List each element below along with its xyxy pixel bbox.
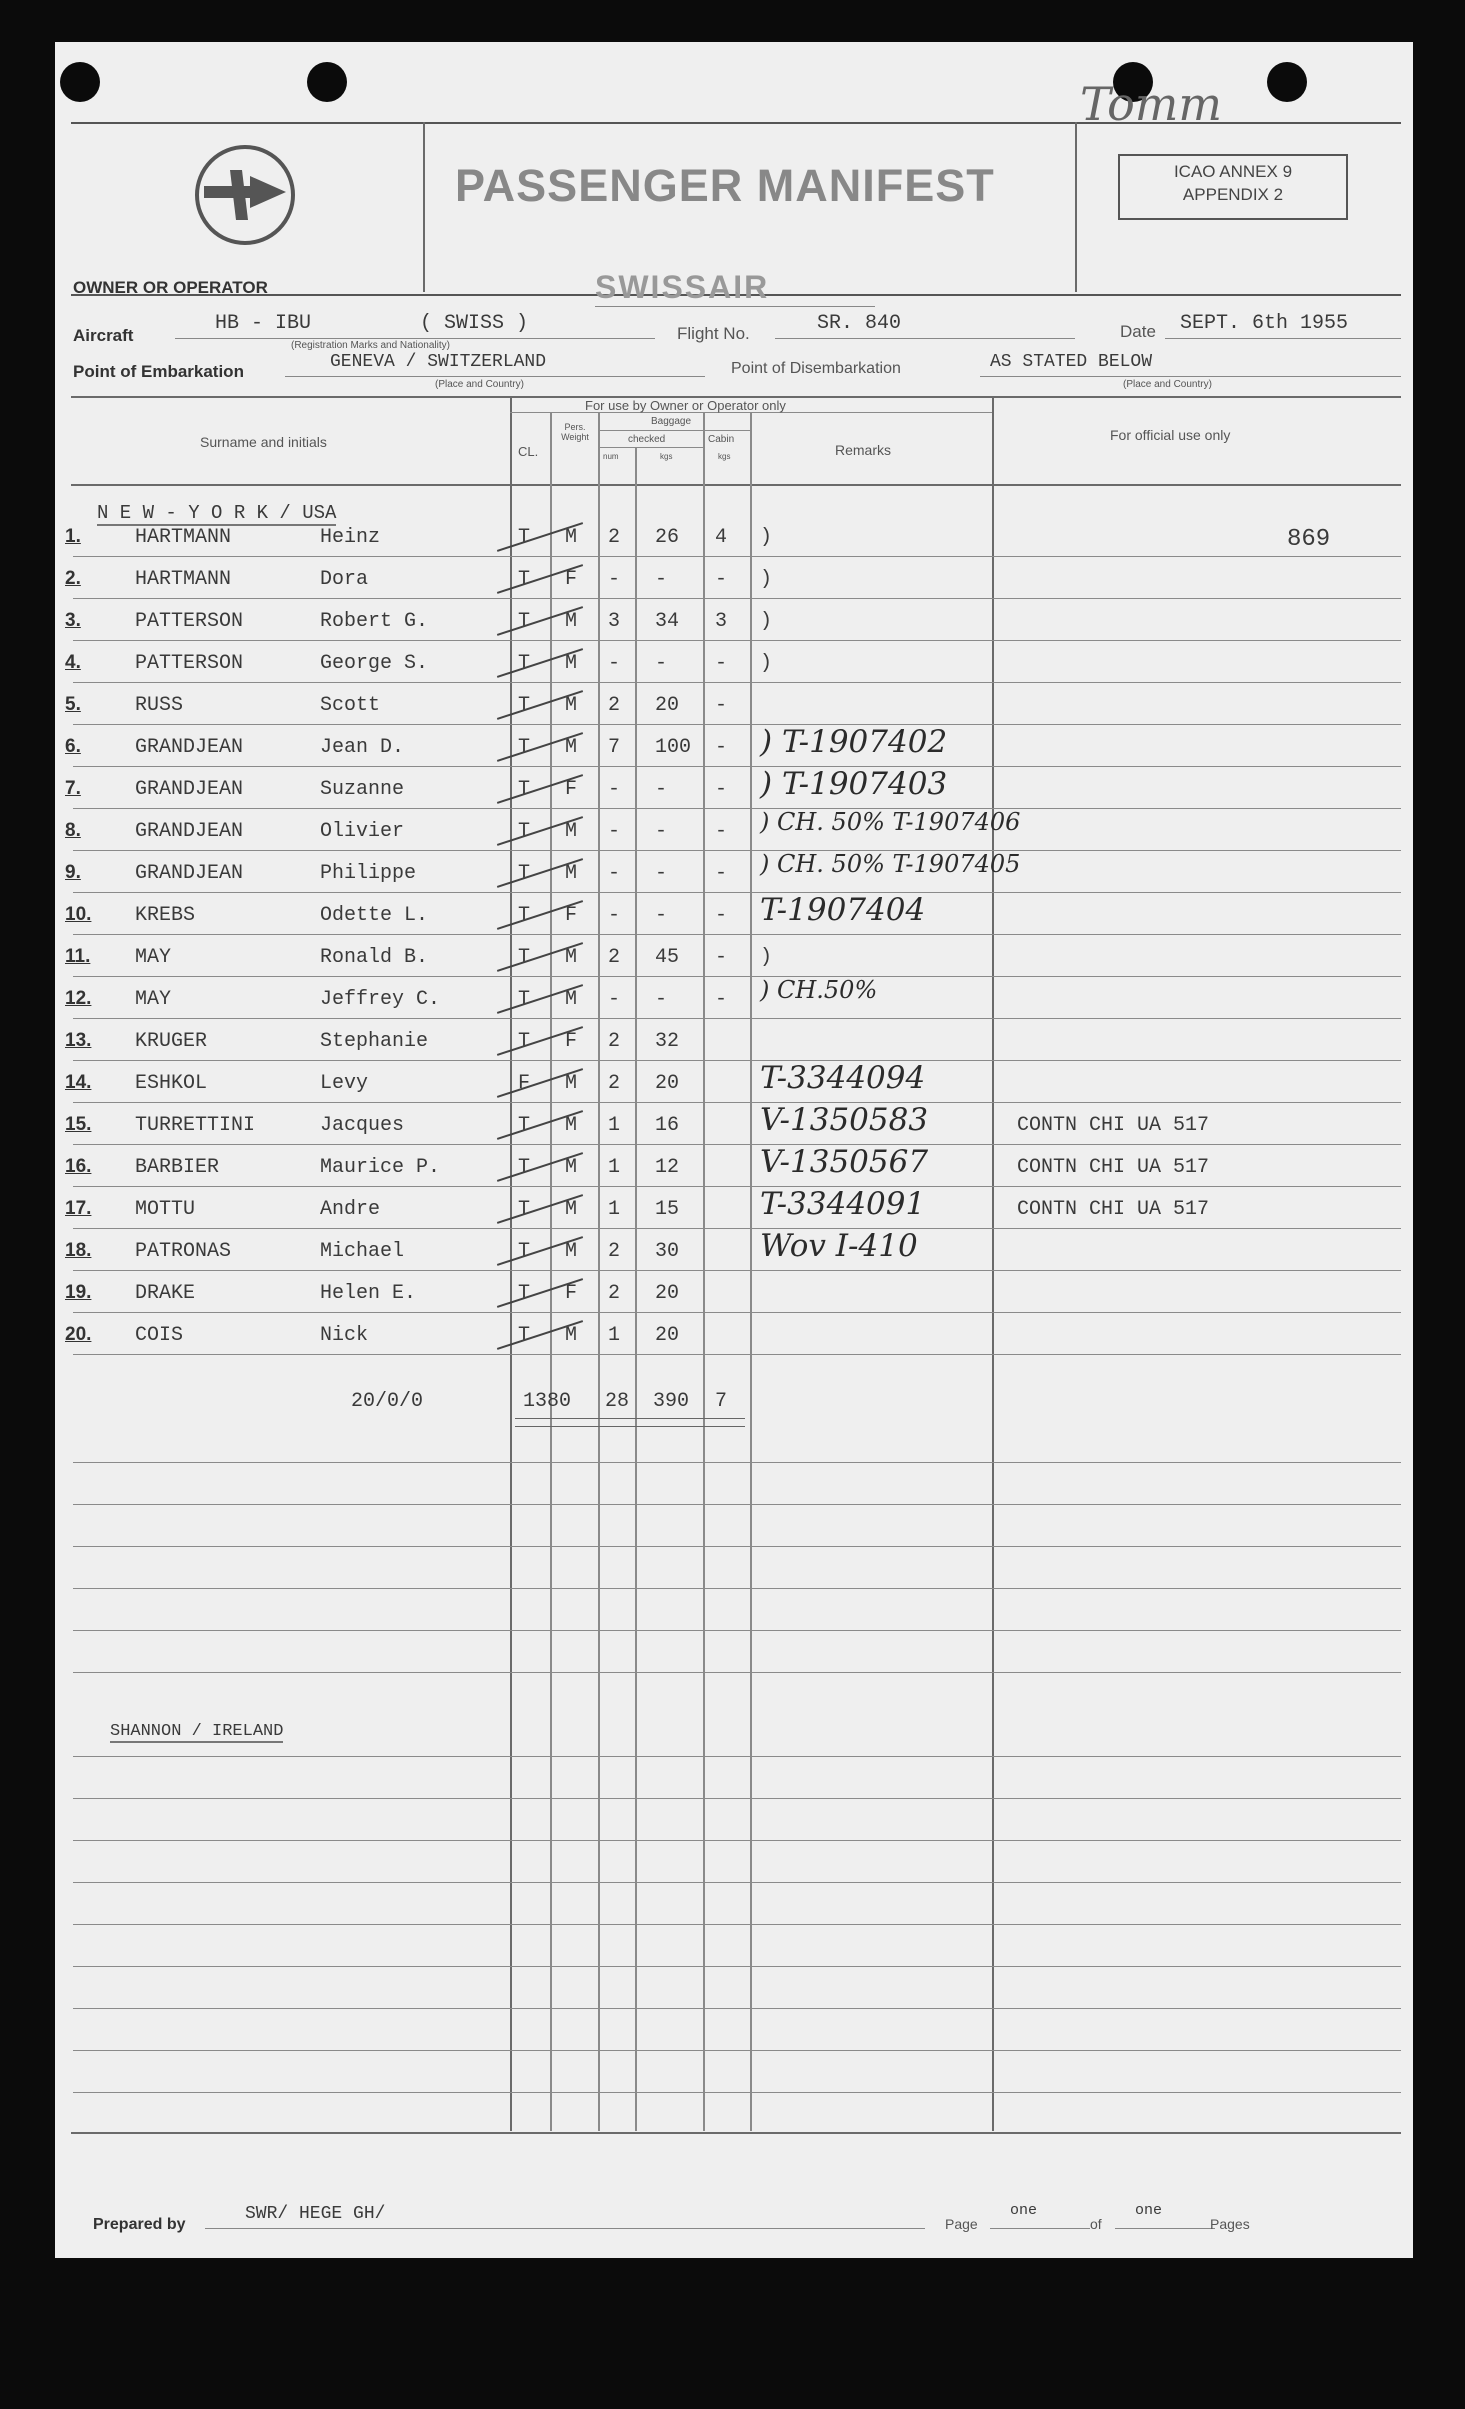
passenger-surname: GRANDJEAN <box>135 862 244 885</box>
icao-annex-label: ICAO ANNEX 9 <box>1173 162 1293 181</box>
manifest-sheet <box>55 42 1413 2258</box>
passenger-sex: M <box>565 946 578 969</box>
aircraft-value: HB - IBU <box>215 312 312 335</box>
passenger-given-name: Andre <box>320 1198 381 1221</box>
baggage-kgs: 20 <box>655 1072 680 1095</box>
passenger-surname: MAY <box>135 946 172 969</box>
blank-row-rule <box>73 1630 1401 1631</box>
cabin-kgs: - <box>715 820 728 843</box>
baggage-pieces: 2 <box>608 526 621 549</box>
passenger-surname: MOTTU <box>135 1198 196 1221</box>
passenger-number: 20. <box>65 1324 92 1345</box>
official-note: CONTN CHI UA 517 <box>1017 1114 1210 1137</box>
passenger-number: 6. <box>65 736 81 757</box>
date-value: SEPT. 6th 1955 <box>1180 312 1349 335</box>
passenger-number: 3. <box>65 610 81 631</box>
section-shannon: SHANNON / IRELAND <box>110 1722 284 1741</box>
passenger-given-name: Maurice P. <box>320 1156 441 1179</box>
passenger-class: T <box>518 862 531 885</box>
passenger-sex: M <box>565 736 578 759</box>
passenger-given-name: Olivier <box>320 820 405 843</box>
baggage-kgs: - <box>655 568 668 591</box>
passenger-sex: F <box>565 1282 578 1305</box>
cabin-kgs: - <box>715 946 728 969</box>
row-rule <box>73 1102 1401 1103</box>
passenger-surname: GRANDJEAN <box>135 778 244 801</box>
totals-cabin: 7 <box>715 1390 728 1413</box>
passenger-number: 11. <box>65 946 91 967</box>
cabin-column-header: Cabin <box>708 434 735 445</box>
passenger-sex: F <box>565 904 578 927</box>
passenger-number: 5. <box>65 694 81 715</box>
passenger-class: T <box>518 988 531 1011</box>
cabin-kgs: 4 <box>715 526 728 549</box>
aircraft-label: Aircraft <box>73 326 134 345</box>
baggage-kgs: 30 <box>655 1240 680 1263</box>
cabin-kgs-subheader: kgs <box>718 452 731 461</box>
checked-column-header: checked <box>628 434 666 445</box>
baggage-kgs: - <box>655 862 668 885</box>
passenger-class: T <box>518 568 531 591</box>
passenger-number: 10. <box>65 904 92 925</box>
baggage-pieces: 1 <box>608 1324 621 1347</box>
passenger-sex: M <box>565 1324 578 1347</box>
passenger-class: T <box>518 736 531 759</box>
passenger-number: 16. <box>65 1156 92 1177</box>
passenger-remark: V-1350583 <box>760 1102 929 1138</box>
blank-row-rule <box>73 1798 1401 1799</box>
passenger-number: 12. <box>65 988 92 1009</box>
cabin-kgs: - <box>715 568 728 591</box>
passenger-sex: M <box>565 1114 578 1137</box>
row-rule <box>73 976 1401 977</box>
baggage-pieces: - <box>608 568 621 591</box>
passenger-surname: TURRETTINI <box>135 1114 256 1137</box>
passenger-remark: T-3344094 <box>760 1060 926 1096</box>
owner-label: OWNER OR OPERATOR <box>73 278 268 297</box>
row-rule <box>73 892 1401 893</box>
passenger-class: T <box>518 904 531 927</box>
blank-row-rule <box>73 1462 1401 1463</box>
passenger-number: 14. <box>65 1072 92 1093</box>
baggage-pieces: - <box>608 778 621 801</box>
cabin-kgs: - <box>715 736 728 759</box>
passenger-surname: ESHKOL <box>135 1072 208 1095</box>
embarkation-value: GENEVA / SWITZERLAND <box>330 352 547 372</box>
passenger-remark: Wov I-410 <box>760 1228 918 1264</box>
passenger-given-name: Ronald B. <box>320 946 429 969</box>
passenger-sex: M <box>565 1198 578 1221</box>
passenger-given-name: Suzanne <box>320 778 405 801</box>
passenger-sex: M <box>565 1156 578 1179</box>
passenger-number: 13. <box>65 1030 92 1051</box>
passenger-remark: V-1350567 <box>760 1144 929 1180</box>
passenger-given-name: Levy <box>320 1072 369 1095</box>
baggage-kgs: - <box>655 652 668 675</box>
passenger-class: T <box>518 1282 531 1305</box>
row-rule <box>73 1354 1401 1355</box>
passenger-class: T <box>518 778 531 801</box>
passenger-given-name: Nick <box>320 1324 369 1347</box>
row-rule <box>73 1228 1401 1229</box>
passenger-surname: DRAKE <box>135 1282 196 1305</box>
passenger-surname: GRANDJEAN <box>135 820 244 843</box>
cabin-kgs: 3 <box>715 610 728 633</box>
baggage-pieces: 3 <box>608 610 621 633</box>
row-rule <box>73 934 1401 935</box>
embarkation-label: Point of Embarkation <box>73 362 244 381</box>
blank-row-rule <box>73 1588 1401 1589</box>
passenger-remark: ) T-1907402 <box>760 724 948 760</box>
passenger-surname: PATRONAS <box>135 1240 232 1263</box>
row-rule <box>73 808 1401 809</box>
passenger-class: T <box>518 820 531 843</box>
passenger-given-name: Helen E. <box>320 1282 417 1305</box>
blank-row-rule <box>73 1840 1401 1841</box>
baggage-kgs: 20 <box>655 1324 680 1347</box>
total-pages-value: one <box>1135 2202 1163 2219</box>
page-value: one <box>1010 2202 1038 2219</box>
owner-value: SWISSAIR <box>595 269 770 305</box>
totals-kgs: 390 <box>653 1390 690 1413</box>
passenger-given-name: Heinz <box>320 526 381 549</box>
pages-label: Pages <box>1210 2216 1250 2232</box>
baggage-kgs: 45 <box>655 946 680 969</box>
passenger-given-name: Robert G. <box>320 610 429 633</box>
passenger-number: 15. <box>65 1114 92 1135</box>
official-note: CONTN CHI UA 517 <box>1017 1156 1210 1179</box>
cabin-kgs: - <box>715 904 728 927</box>
passenger-surname: KREBS <box>135 904 196 927</box>
passenger-class: T <box>518 1030 531 1053</box>
punch-hole <box>60 62 100 102</box>
passenger-given-name: Scott <box>320 694 381 717</box>
passenger-sex: M <box>565 988 578 1011</box>
row-rule <box>73 1060 1401 1061</box>
passenger-given-name: Jeffrey C. <box>320 988 441 1011</box>
flight-label: Flight No. <box>677 324 750 343</box>
pieces-subheader: num <box>603 452 619 461</box>
passenger-surname: RUSS <box>135 694 184 717</box>
passenger-remark: ) T-1907403 <box>760 766 948 802</box>
passenger-given-name: Odette L. <box>320 904 429 927</box>
blank-row-rule <box>73 2008 1401 2009</box>
weight-column-header: Pers. Weight <box>561 422 589 442</box>
cabin-kgs: - <box>715 862 728 885</box>
passenger-number: 4. <box>65 652 81 673</box>
cabin-kgs: - <box>715 778 728 801</box>
passenger-number: 17. <box>65 1198 92 1219</box>
blank-row-rule <box>73 1504 1401 1505</box>
operator-use-header: For use by Owner or Operator only <box>585 398 786 413</box>
baggage-kgs: 32 <box>655 1030 680 1053</box>
passenger-number: 7. <box>65 778 81 799</box>
baggage-pieces: 7 <box>608 736 621 759</box>
passenger-surname: KRUGER <box>135 1030 208 1053</box>
baggage-pieces: - <box>608 820 621 843</box>
baggage-pieces: 1 <box>608 1198 621 1221</box>
baggage-pieces: 2 <box>608 1282 621 1305</box>
passenger-class: T <box>518 610 531 633</box>
passenger-remark: ) <box>760 526 773 549</box>
row-rule <box>73 1144 1401 1145</box>
baggage-kgs: 34 <box>655 610 680 633</box>
passenger-class: T <box>518 694 531 717</box>
baggage-column-header: Baggage <box>651 416 692 427</box>
cabin-kgs: - <box>715 652 728 675</box>
passenger-remark: ) <box>760 610 773 633</box>
disembarkation-value: AS STATED BELOW <box>990 352 1153 372</box>
baggage-pieces: 2 <box>608 946 621 969</box>
corner-handwritten-note: Tomm <box>1080 77 1223 131</box>
row-rule <box>73 1186 1401 1187</box>
passenger-surname: PATTERSON <box>135 610 244 633</box>
passenger-given-name: George S. <box>320 652 429 675</box>
passenger-number: 1. <box>65 526 81 547</box>
document-title: PASSENGER MANIFEST <box>455 160 995 211</box>
passenger-remark: T-1907404 <box>760 892 926 928</box>
passenger-sex: M <box>565 526 578 549</box>
kgs-subheader: kgs <box>660 452 673 461</box>
passenger-remark: ) CH. 50% T-1907405 <box>760 850 1021 878</box>
blank-row-rule <box>73 1672 1401 1673</box>
passenger-sex: M <box>565 694 578 717</box>
blank-row-rule <box>73 2050 1401 2051</box>
passenger-sex: M <box>565 1240 578 1263</box>
passenger-number: 18. <box>65 1240 92 1261</box>
baggage-kgs: 16 <box>655 1114 680 1137</box>
blank-row-rule <box>73 1924 1401 1925</box>
passenger-class: T <box>518 1240 531 1263</box>
class-column-header: CL. <box>518 444 539 459</box>
passenger-number: 2. <box>65 568 81 589</box>
baggage-kgs: 20 <box>655 694 680 717</box>
baggage-kgs: 20 <box>655 1282 680 1305</box>
prepared-by-label: Prepared by <box>93 2216 186 2233</box>
passenger-surname: PATTERSON <box>135 652 244 675</box>
baggage-kgs: - <box>655 820 668 843</box>
passenger-sex: F <box>565 1030 578 1053</box>
baggage-pieces: 2 <box>608 1240 621 1263</box>
date-label: Date <box>1120 322 1156 341</box>
baggage-kgs: - <box>655 778 668 801</box>
row-rule <box>73 1312 1401 1313</box>
baggage-pieces: - <box>608 904 621 927</box>
baggage-pieces: 1 <box>608 1114 621 1137</box>
passenger-number: 19. <box>65 1282 92 1303</box>
row-rule <box>73 682 1401 683</box>
passenger-class: T <box>518 526 531 549</box>
passenger-class: T <box>518 1156 531 1179</box>
row-rule <box>73 598 1401 599</box>
passenger-given-name: Michael <box>320 1240 405 1263</box>
baggage-pieces: 2 <box>608 1030 621 1053</box>
cabin-kgs: - <box>715 694 728 717</box>
passenger-remark: ) <box>760 652 773 675</box>
baggage-kgs: 100 <box>655 736 692 759</box>
passenger-remark: ) CH. 50% T-1907406 <box>760 808 1021 836</box>
baggage-pieces: 2 <box>608 1072 621 1095</box>
official-stamp-number: 869 <box>1287 526 1331 553</box>
passenger-sex: M <box>565 862 578 885</box>
passenger-given-name: Dora <box>320 568 369 591</box>
cabin-kgs: - <box>715 988 728 1011</box>
passenger-class: T <box>518 946 531 969</box>
passenger-surname: HARTMANN <box>135 568 232 591</box>
passenger-given-name: Jacques <box>320 1114 405 1137</box>
official-note: CONTN CHI UA 517 <box>1017 1198 1210 1221</box>
passenger-class: T <box>518 652 531 675</box>
baggage-kgs: 26 <box>655 526 680 549</box>
icao-annex-box <box>1118 154 1348 220</box>
passenger-sex: M <box>565 652 578 675</box>
passenger-remark: T-3344091 <box>760 1186 926 1222</box>
baggage-kgs: 15 <box>655 1198 680 1221</box>
baggage-pieces: - <box>608 988 621 1011</box>
embarkation-hint: (Place and Country) <box>435 379 524 390</box>
baggage-kgs: - <box>655 988 668 1011</box>
totals-weight: 1380 <box>523 1390 572 1413</box>
prepared-by-value: SWR/ HEGE GH/ <box>245 2204 386 2224</box>
official-use-header: For official use only <box>1110 427 1231 443</box>
blank-row-rule <box>73 1756 1401 1757</box>
baggage-pieces: 2 <box>608 694 621 717</box>
row-rule <box>73 1018 1401 1019</box>
row-rule <box>73 724 1401 725</box>
baggage-pieces: 1 <box>608 1156 621 1179</box>
passenger-surname: BARBIER <box>135 1156 220 1179</box>
blank-row-rule <box>73 1546 1401 1547</box>
of-label: of <box>1090 2216 1102 2232</box>
icao-appendix-label: APPENDIX 2 <box>1182 185 1284 204</box>
baggage-kgs: 12 <box>655 1156 680 1179</box>
blank-row-rule <box>73 2092 1401 2093</box>
passenger-sex: M <box>565 610 578 633</box>
row-rule <box>73 556 1401 557</box>
blank-row-rule <box>73 1882 1401 1883</box>
passenger-number: 9. <box>65 862 81 883</box>
passenger-sex: M <box>565 1072 578 1095</box>
passenger-surname: COIS <box>135 1324 184 1347</box>
row-rule <box>73 766 1401 767</box>
row-rule <box>73 850 1401 851</box>
passenger-sex: F <box>565 778 578 801</box>
baggage-kgs: - <box>655 904 668 927</box>
passenger-class: T <box>518 1198 531 1221</box>
passenger-sex: M <box>565 820 578 843</box>
row-rule <box>73 1270 1401 1271</box>
passenger-class: T <box>518 1114 531 1137</box>
baggage-pieces: - <box>608 862 621 885</box>
registration-hint: (Registration Marks and Nationality) <box>291 340 450 351</box>
totals-pieces: 28 <box>605 1390 630 1413</box>
passenger-sex: F <box>565 568 578 591</box>
section-new-york: N E W - Y O R K / USA <box>97 502 337 524</box>
flight-value: SR. 840 <box>817 312 902 335</box>
baggage-pieces: - <box>608 652 621 675</box>
totals-count: 20/0/0 <box>351 1390 424 1413</box>
aircraft-nationality: ( SWISS ) <box>420 312 529 335</box>
passenger-remark: ) <box>760 568 773 591</box>
passenger-given-name: Philippe <box>320 862 417 885</box>
disembarkation-hint: (Place and Country) <box>1123 379 1212 390</box>
passenger-class: T <box>518 1324 531 1347</box>
page-label: Page <box>945 2216 978 2232</box>
punch-hole <box>307 62 347 102</box>
passenger-surname: HARTMANN <box>135 526 232 549</box>
swissair-arrow-logo-icon <box>190 140 300 250</box>
row-rule <box>73 640 1401 641</box>
remarks-column-header: Remarks <box>835 442 892 458</box>
punch-hole <box>1267 62 1307 102</box>
passenger-number: 8. <box>65 820 81 841</box>
passenger-class: F <box>518 1072 531 1095</box>
passenger-given-name: Jean D. <box>320 736 405 759</box>
passenger-surname: GRANDJEAN <box>135 736 244 759</box>
disembarkation-label: Point of Disembarkation <box>731 360 901 377</box>
passenger-remark: ) CH.50% <box>760 976 878 1004</box>
passenger-remark: ) <box>760 946 773 969</box>
name-column-header: Surname and initials <box>200 434 327 450</box>
passenger-given-name: Stephanie <box>320 1030 429 1053</box>
blank-row-rule <box>73 1966 1401 1967</box>
passenger-surname: MAY <box>135 988 172 1011</box>
